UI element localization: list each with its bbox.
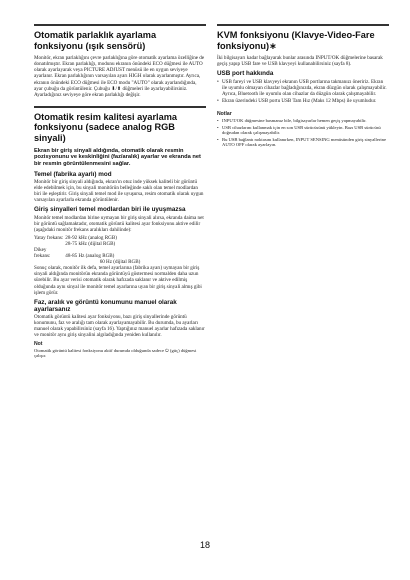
section-title-auto-picture: Otomatik resim kalitesi ayarlama fonksiyonu (sadece analog RGB sinyali) xyxy=(34,111,177,144)
subheading-manual-adjust: Faz, aralık ve görüntü konumunu manuel olarak ayarlarsanız xyxy=(34,298,177,313)
subheading-usb-port: USB port hakkında xyxy=(217,70,274,78)
note-item-3: • Bu USB bağlantı noktasını kullanırken, INPUT SENSING menüsünden giriş sinyallerine AUTO OFF olarak ayarlayın. xyxy=(217,137,389,148)
note-title: Not xyxy=(34,340,43,347)
note-item-1: • INPUT/OK düğmesine basmanız bile, bilgisayarlar hemen geçiş yapmayabilir. xyxy=(217,118,389,124)
page-number: 18 xyxy=(199,540,210,550)
light-sensor-body: Monitör, ekran parlaklığını çevre parlaklığına göre otomatik ayarlama özelliğine de donatılmıştır. Ekran parlaklığı, modunu ekranın önündeki ECO düğmesi ile AUTO olarak ayarlayarak veya PICTURE ADJUST menüsü ile en uygun seviyeye ayarlanır. Ekran parlaklığının varsayılan ayarı HIGH olarak ayarlanmıştır. Ayrıca, ekranın önündeki ECO düğmesi ile ECO modu "AUTO" olarak ayarlandığında, ayar çubuğu da görüntülenir. Çubuğu ⬇/⬆ düğmeleri ile ayarlayabilirsiniz. Ayarladığınız seviyeye göre ekran parlaklığı değişir. xyxy=(34,55,205,98)
usb-bullet-2: • Ekran üzerindeki USB portu USB Tam Hız (Maks 12 Mbps) ile uyumludur. xyxy=(217,98,389,104)
section-rule xyxy=(34,24,206,26)
section-title-kvm: KVM fonksiyonu (Klavye-Video-Fare fonksiyonu)∗ xyxy=(217,30,375,51)
note-item-2: • USB cihazlarını kullanmak için en son USB sürücüsünü yükleyin. Bazı USB sürücüsü doğrudan olarak çalışmayabilir. xyxy=(217,125,389,136)
section-rule xyxy=(34,106,206,108)
kvm-body: İki bilgisayarı kadar bağlayarak bunlar arasında INPUT/OK düğmelerine basarak geçiş yapıp USB fare ve USB klavyeyi kullanabilirsiniz (sayfa 8). xyxy=(217,55,383,68)
notes-list xyxy=(217,118,389,148)
right-column xyxy=(217,24,389,150)
section-title-light-sensor: Otomatik parlaklık ayarlama fonksiyonu (ışık sensörü) xyxy=(34,30,157,51)
freq-label-horizontal: Yatay frekans: xyxy=(34,234,64,241)
manual-adjust-body: Otomatik görüntü kalitesi ayar fonksiyonu, bazı giriş sinyallerinde görüntü konumunu, faz ve aralığı tam olarak ayarlayamayabilir. Bu durumda, bu ayarları manuel olarak yapabilirsiniz (sayfa 16). Yaptığınız manuel ayarlar hafızada saklanır ve monitör aynı giriş sinyalini algıladığında yeniden kullanılır. xyxy=(34,314,205,339)
subheading-preset-mode: Temel (fabrika ayarlı) mod xyxy=(34,170,112,178)
left-column xyxy=(34,24,206,359)
notes-block xyxy=(217,111,389,148)
note-text: Otomatik görüntü kalitesi fonksiyonu aktif durumda olduğunda sadece ⏻ (güç) düğmesi çalışır. xyxy=(34,347,197,359)
freq-value-v-digital: 60 Hz (dijital RGB) xyxy=(99,259,141,266)
freq-value-h-analog: 28-92 kHz (analog RGB) xyxy=(65,234,117,241)
usb-bullet-1: • USB fareyi ve USB klavyeyi ekranın USB portlarına takmanızı öneririz. Ekran ile uyumlu olmayan cihazlar bağladığınızda, ekran düzgün olarak çalışmayabilir. Ayrıca, Bluetooth ile uyumlu olan cihazlar da düzgün olarak çalışmayabilir. xyxy=(217,79,389,97)
auto-picture-lead: Ekran bir giriş sinyali aldığında, otomatik olarak resmin pozisyonunu ve keskinliğini (faz/aralık) ayarlar ve ekranda net bir resmin görüntülenmesini sağlar. xyxy=(34,147,201,168)
no-match-result: Sonuç olarak, monitör ilk defa, temel ayarlarına (fabrika ayarı) uymayan bir giriş sinyali aldığında monitörün ekranda görüntüyü göstermesi normalden daha uzun sürebilir. Bu ayar verisi otomatik olarak hafızada saklanır ve aktive edilmiş olduğunda aynı sinyal ile monitör temel ayarlarına uyan bir giriş sinyali almış gibi işlem görür. xyxy=(34,265,202,296)
usb-bullet-list xyxy=(217,79,389,104)
notes-title: Notlar xyxy=(217,110,232,117)
freq-value-v-analog: 48-85 Hz (analog RGB) xyxy=(65,253,115,260)
preset-mode-body: Monitör bir giriş sinyali aldığında, ekran'ın otuz inde yüksek kaliteli bir görüntü elde edebilmek için, bu sinyali monitörün belleğinde saklı olan temel modlardan biri ile eşleştirir. Giriş sinyali temel mod ile uyuşursa, resim otomatik olarak uygun varsayılan ayarlarla ekranda görüntülenir. xyxy=(34,178,204,204)
no-match-body: Monitör temel modlardan birine uymayan bir giriş sinyali alırsa, ekranda daima net bir görüntü sağlamaktadır, otomatik görüntü kalitesi ayar fonksiyonu aktive edilir (aşağıdaki monitör frekans aralıkları dahilinde): xyxy=(34,214,204,233)
freq-row-v1 xyxy=(34,247,206,259)
subheading-no-match: Giriş sinyalleri temel modlardan biri ile uyuşmazsa xyxy=(34,206,186,214)
freq-value-h-digital: 28-75 kHz (dijital RGB) xyxy=(65,240,116,247)
freq-label-vertical: Dikey frekans: xyxy=(34,246,51,260)
section-rule xyxy=(217,24,389,26)
